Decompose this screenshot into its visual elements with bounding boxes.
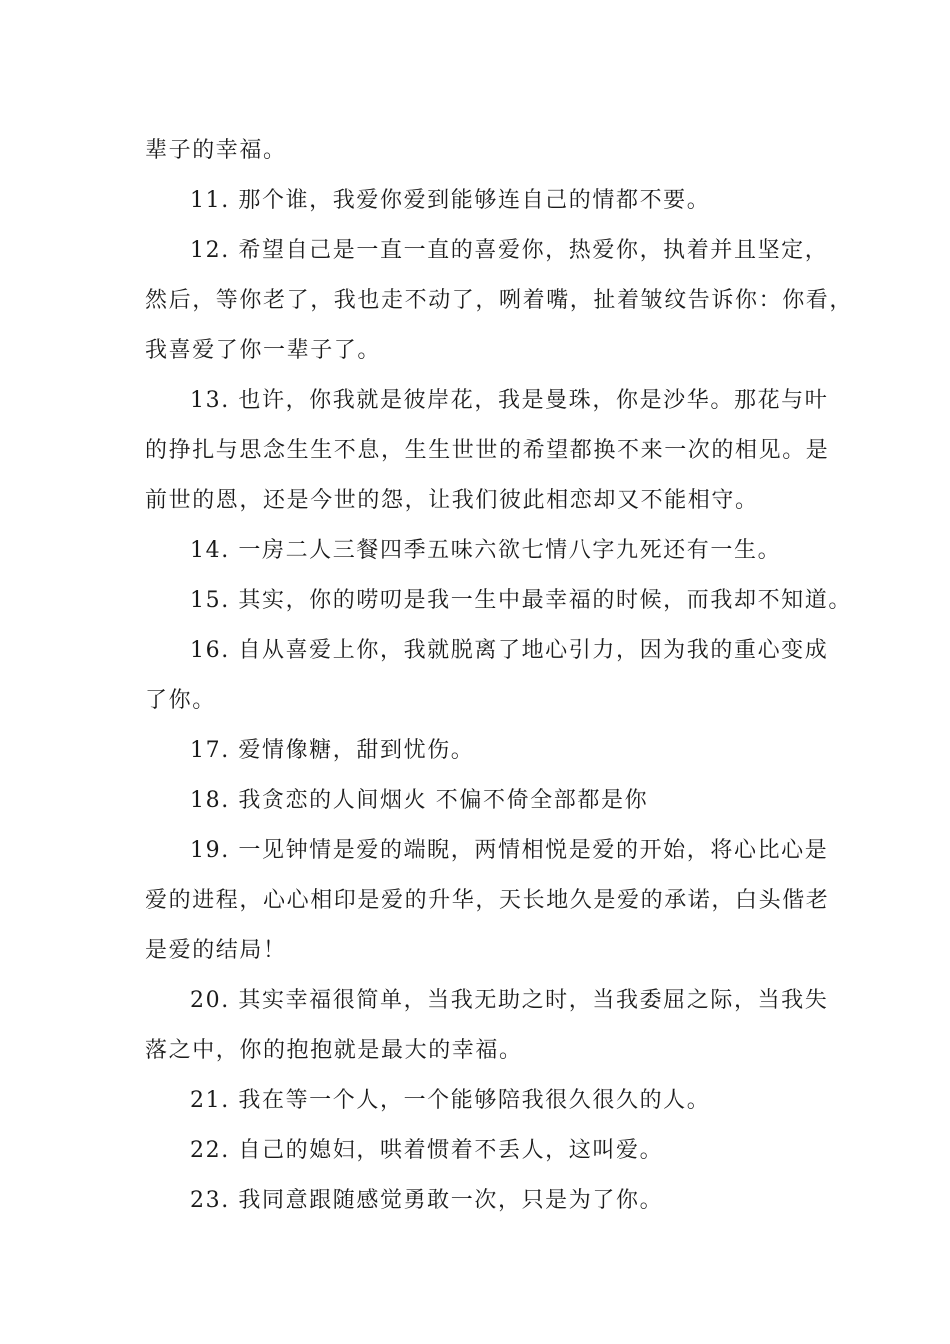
text-line: 我喜爱了你一辈子了。 [145, 338, 382, 363]
text-line: 是爱的结局！ [145, 938, 287, 963]
text-line: 15. 其实，你的唠叨是我一生中最幸福的时候，而我却不知道。 [190, 588, 852, 613]
text-line: 17. 爱情像糖，甜到忧伤。 [190, 738, 475, 763]
text-line: 辈子的幸福。 [145, 138, 287, 163]
text-line: 爱的进程，心心相印是爱的升华，天长地久是爱的承诺，白头偕老 [145, 888, 830, 913]
text-line: 22. 自己的媳妇，哄着惯着不丢人，这叫爱。 [190, 1138, 664, 1163]
text-line: 14. 一房二人三餐四季五味六欲七情八字九死还有一生。 [190, 538, 782, 563]
text-line: 19. 一见钟情是爱的端睨，两情相悦是爱的开始，将心比心是 [190, 838, 829, 863]
text-line: 11. 那个谁，我爱你爱到能够连自己的情都不要。 [190, 188, 711, 213]
text-line: 了你。 [145, 688, 216, 713]
text-line: 12. 希望自己是一直一直的喜爱你，热爱你，执着并且坚定， [190, 238, 829, 263]
text-line: 18. 我贪恋的人间烟火 不偏不倚全部都是你 [190, 788, 649, 813]
text-line: 23. 我同意跟随感觉勇敢一次，只是为了你。 [190, 1188, 664, 1213]
text-line: 16. 自从喜爱上你，我就脱离了地心引力，因为我的重心变成 [190, 638, 829, 663]
text-line: 前世的恩，还是今世的怨，让我们彼此相恋却又不能相守。 [145, 488, 759, 513]
text-line: 21. 我在等一个人，一个能够陪我很久很久的人。 [190, 1088, 711, 1113]
text-line: 13. 也许，你我就是彼岸花，我是曼珠，你是沙华。那花与叶 [190, 388, 829, 413]
text-line: 的挣扎与思念生生不息，生生世世的希望都换不来一次的相见。是 [145, 438, 830, 463]
text-line: 20. 其实幸福很简单，当我无助之时，当我委屈之际，当我失 [190, 988, 829, 1013]
text-line: 落之中，你的抱抱就是最大的幸福。 [145, 1038, 523, 1063]
text-line: 然后，等你老了，我也走不动了，咧着嘴，扯着皱纹告诉你：你看， [145, 288, 854, 313]
